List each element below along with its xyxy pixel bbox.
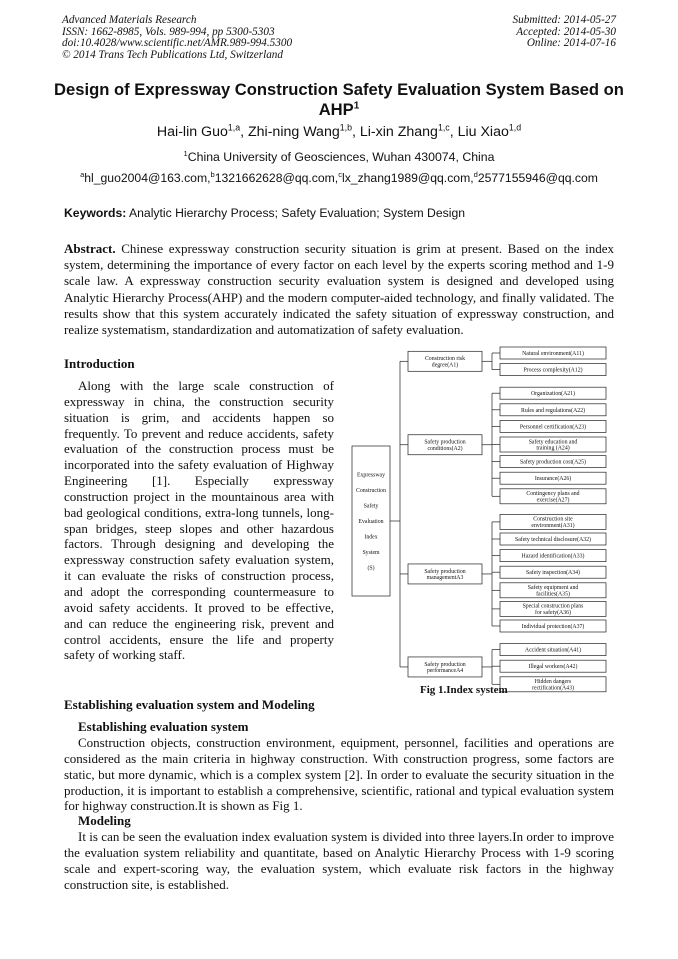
index-leaf-label: Illegal workers(A42) <box>528 664 578 671</box>
index-leaf-label: Special construction plans for safety(A36) <box>522 603 584 617</box>
email: hl_guo2004@163.com, <box>84 171 211 185</box>
subsection-heading: Establishing evaluation system <box>78 719 249 734</box>
section-heading: Establishing evaluation system and Modeling <box>64 697 315 712</box>
index-leaf-label: Construction site environment(A31) <box>531 516 575 530</box>
publication-dates <box>513 15 616 50</box>
index-leaf-label: Insurance(A26) <box>534 476 572 483</box>
index-leaf-label: Safety education and training (A24) <box>528 439 578 452</box>
index-leaf-label: Natural environment(A11) <box>522 351 584 357</box>
index-root-label: Evaluation <box>358 519 384 525</box>
index-root-label: Safety <box>363 503 379 510</box>
email: 1321662628@qq.com, <box>214 171 339 185</box>
paper-title: Design of Expressway Construction Safety Evaluation System Based on AHP$^1$ <box>54 80 624 119</box>
figure-caption: Fig 1.Index system <box>420 684 508 696</box>
index-root-label: (S) <box>367 565 375 572</box>
author: Hai-lin Guo <box>156 124 228 140</box>
abstract: Abstract. Chinese expressway construction security situation is grim at present. Based on the index system, determining the importance of every factor on each level by the experts scoring method and 1-9 scale law. A expressway construction security evaluation system is designed and developed using Analytic Hierarchy Process(AHP) and the modern computer-aided technology, and finally validated. The results show that this system accurately indicated the safety situation of expressway construction, and realize systematism, standardization and automatization of safety evaluation. <box>64 241 614 338</box>
keywords: Keywords: Analytic Hierarchy Process; Safety Evaluation; System Design <box>64 206 465 220</box>
index-leaf-label: Hazard identification(A33) <box>521 553 585 560</box>
index-leaf-label: Safety equipment and facilities(A35) <box>527 585 579 598</box>
index-leaf-label: Individual protection(A37) <box>521 624 585 630</box>
index-root-label: Index <box>364 534 378 541</box>
introduction-text: Along with the large scale construction of expressway in china, the construction security situation is grim, and accidents happen so frequently. To prevent and reduce accidents, safety evaluation of the construction process must be incorporated into the safety evaluation of Highway Engineering [1]. Especially expressway construction project in the mountainous area with bad geological conditions, extra-long tunnels, long-span bridges, steep slopes and other hazardous factors. Through designing and developing the expressway construction safety evaluation system, it can evaluate the risks of construction process, and adopt the corresponding countermeasure to avoid safety accidents. It proved to be effective, and can reduce the engineering risk, prevent and control accidents, ensure the life and property safety of working staff. <box>64 378 334 663</box>
index-root-label: Expressway <box>356 472 386 479</box>
index-leaf-label: Contingency plans and exercise(A27) <box>526 491 580 504</box>
index-leaf-label: Personnel certification(A23) <box>519 424 587 431</box>
index-group-label: Safety production conditions(A2) <box>424 439 466 452</box>
paragraph: Construction objects, construction environment, equipment, personnel, facilities and operations are considered as the main criteria in highway construction. With construction progress, some factors are static, but more dynamic, which is a complex system [2]. In order to evaluate the security situation in the production, it is important to establish a comprehensive, scientific, rational and typical evaluation system for highway construction.It is shown as Fig 1. <box>64 735 614 814</box>
index-root-label: Construction <box>356 488 386 494</box>
index-leaf-label: Hidden dangers rectification(A43) <box>532 679 574 692</box>
email-list: $^a$hl_guo2004@163.com,$^b$1321662628@qq.com,$^c$lx_zhang1989@qq.com,$^d$2577155946@qq.com <box>80 169 598 185</box>
submitted-date: Submitted: 2014-05-27 <box>512 14 616 26</box>
doi-line: doi:10.4028/www.scientific.net/AMR.989-994.5300 <box>62 37 293 50</box>
author-list: Hai-lin Guo$^{1,a}$, Zhi-ning Wang$^{1,b}$, Li-xin Zhang$^{1,c}$, Liu Xiao$^{1,d}$ <box>156 122 522 140</box>
index-root-label: System <box>362 550 380 556</box>
paragraph: It is can be seen the evaluation index evaluation system is divided into three layers.In order to improve the evaluation system reliability and quantitate, based on Analytic Hierarchy Process with 1-9 scoring scale and expert-scoring way, the evaluation system, which evaluate risk factors in the highway construction site, is established. <box>64 829 614 892</box>
online-date: Online: 2014-07-16 <box>526 37 616 50</box>
issn-line: ISSN: 1662-8985, Vols. 989-994, pp 5300-5303 <box>62 25 275 38</box>
journal-info <box>62 15 292 61</box>
affiliation: $^1$China University of Geosciences, Wuhan 430074, China <box>183 148 495 164</box>
journal-name: Advanced Materials Research <box>62 14 197 26</box>
copyright-line: © 2014 Trans Tech Publications Ltd, Switzerland <box>62 48 283 61</box>
author: Liu Xiao <box>457 124 509 140</box>
index-leaf-label: Process complexity(A12) <box>523 367 583 374</box>
index-leaf-label: Accident situation(A41) <box>524 647 582 654</box>
author: Li-xin Zhang <box>359 124 438 140</box>
email: lx_zhang1989@qq.com, <box>341 171 474 185</box>
index-leaf-label: Organization(A21) <box>530 391 576 398</box>
index-leaf-label: Safety inspection(A34) <box>526 570 580 577</box>
index-group-label: Construction risk degree(A1) <box>424 356 466 369</box>
author: Zhi-ning Wang <box>248 124 340 140</box>
subsection-heading: Modeling <box>78 813 131 828</box>
introduction-heading: Introduction <box>64 356 135 371</box>
index-leaf-label: Rules and regulations(A22) <box>520 407 586 414</box>
index-leaf-label: Safety technical disclosure(A32) <box>515 537 591 543</box>
index-group-label: Safety production managementA3 <box>424 568 466 582</box>
accepted-date: Accepted: 2014-05-30 <box>516 25 616 38</box>
email: 2577155946@qq.com <box>477 171 598 185</box>
index-group-label: Safety production performanceA4 <box>424 661 466 675</box>
index-leaf-label: Safety production cost(A25) <box>519 459 587 466</box>
